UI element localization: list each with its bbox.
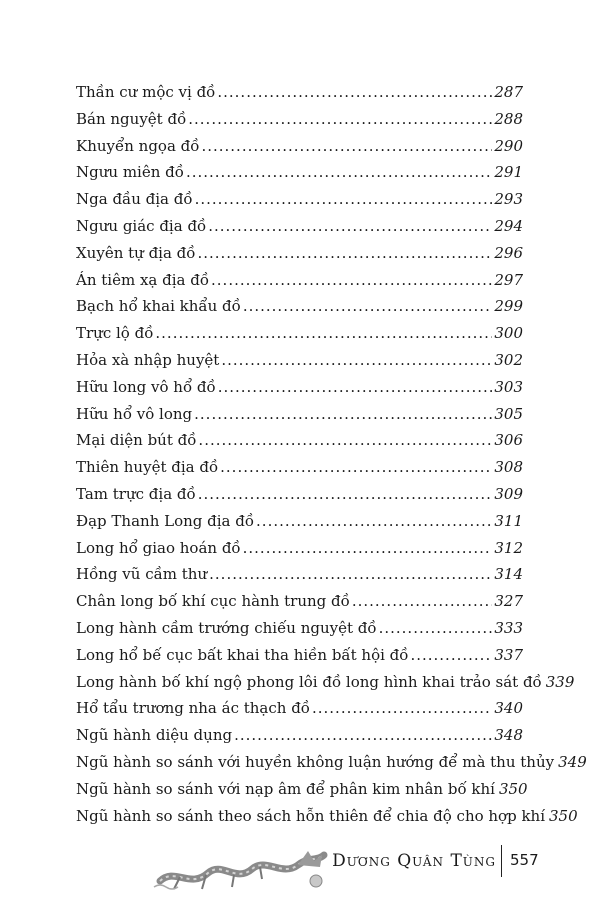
page-number: 557 — [510, 851, 539, 869]
toc-entry-title: Ngũ hành so sánh với huyền không luận hướng để mà thu thủy — [76, 752, 555, 771]
toc-entry-title: Ngũ hành diệu dụng — [76, 726, 233, 745]
toc-entry-title: Thần cư mộc vị đồ — [76, 83, 216, 101]
toc-entry — [76, 749, 587, 776]
toc-leader-dots — [312, 695, 492, 722]
toc-leader-dots — [211, 267, 492, 294]
toc-entry-page: 311 — [494, 511, 523, 530]
toc-entry-page: 290 — [494, 136, 523, 155]
toc-entry-page: 308 — [494, 458, 523, 477]
toc-entry-title: Bán nguyệt đồ — [76, 109, 187, 128]
toc-entry-title: Chân long bố khí cục hành trung đồ — [76, 592, 350, 611]
toc-entry-page: 306 — [494, 431, 523, 450]
dragon-illustration-icon — [150, 837, 330, 895]
toc-entry-title: Long hành cầm trướng chiếu nguyệt đồ — [76, 618, 377, 637]
toc-entry-page: 293 — [494, 190, 523, 209]
toc-entry — [76, 669, 575, 696]
toc-entry-page: 348 — [494, 726, 523, 745]
toc-entry — [76, 427, 523, 454]
toc-leader-dots — [218, 374, 493, 401]
toc-leader-dots — [186, 159, 492, 186]
toc-leader-dots — [221, 347, 492, 374]
toc-leader-dots — [194, 401, 492, 428]
toc-entry — [76, 695, 523, 722]
toc-entry-page: 299 — [494, 297, 523, 316]
toc-entry-title: Ngũ hành so sánh theo sách hỗn thiên để chia độ cho hợp khí — [76, 806, 546, 825]
toc-entry — [76, 508, 523, 535]
toc-entry-page: 287 — [494, 83, 523, 101]
author-name: Dương Quân Tùng — [332, 851, 496, 871]
toc-entry-page: 340 — [494, 699, 523, 718]
toc-entry-page: 337 — [494, 645, 523, 664]
toc-entry — [76, 186, 523, 213]
toc-leader-dots — [197, 240, 492, 267]
toc-entry-page: 296 — [494, 243, 523, 262]
toc-entry-page: 291 — [494, 163, 523, 182]
toc-leader-dots — [198, 481, 493, 508]
toc-entry-page: 339 — [545, 672, 575, 691]
toc-leader-dots — [243, 293, 493, 320]
toc-entry-title: Hồng vũ cầm thư — [76, 565, 208, 584]
toc-entry — [76, 561, 523, 588]
toc-entry — [76, 803, 578, 830]
toc-entry-page: 302 — [494, 350, 523, 369]
toc-leader-dots — [243, 535, 493, 562]
toc-leader-dots — [379, 615, 493, 642]
toc-leader-dots — [209, 561, 492, 588]
toc-entry — [76, 267, 523, 294]
toc-entry-title: Trực lộ đồ — [76, 324, 154, 343]
toc-entry — [76, 535, 523, 562]
toc-entry — [76, 588, 523, 615]
toc-entry-title: Khuyển ngọa đồ — [76, 136, 200, 155]
toc-entry-page: 288 — [494, 109, 523, 128]
toc-entry — [76, 722, 523, 749]
toc-entry — [76, 159, 523, 186]
toc-leader-dots — [352, 588, 493, 615]
toc-entry — [76, 481, 523, 508]
toc-entry-title: Nga đầu địa đồ — [76, 190, 193, 209]
toc-entry-page: 312 — [494, 538, 523, 557]
toc-leader-dots — [198, 427, 492, 454]
toc-entry — [76, 240, 523, 267]
toc-entry-page: 333 — [494, 618, 523, 637]
toc-leader-dots — [208, 213, 492, 240]
toc-entry — [76, 213, 523, 240]
toc-entry — [76, 347, 523, 374]
toc-entry — [76, 106, 523, 133]
toc-leader-dots — [410, 642, 492, 669]
toc-leader-dots — [201, 133, 492, 160]
toc-entry-page: 294 — [494, 216, 523, 235]
toc-entry-title: Ngũ hành so sánh với nạp âm để phân kim nhân bố khí — [76, 779, 495, 798]
toc-entry-title: Bạch hổ khai khẩu đồ — [76, 297, 241, 316]
toc-leader-dots — [155, 320, 492, 347]
toc-entry-title: Mại diện bút đồ — [76, 431, 197, 450]
toc-entry-page: 350 — [498, 779, 528, 798]
toc-entry — [76, 454, 523, 481]
table-of-contents — [76, 79, 587, 829]
toc-entry-title: Hữu long vô hổ đồ — [76, 377, 216, 396]
toc-entry-page: 305 — [494, 404, 523, 423]
toc-entry-title: Đạp Thanh Long địa đồ — [76, 511, 255, 530]
toc-entry-page: 309 — [494, 484, 523, 503]
toc-leader-dots — [195, 186, 493, 213]
toc-leader-dots — [217, 79, 492, 106]
toc-entry-page: 350 — [549, 806, 578, 825]
toc-entry-page: 314 — [494, 565, 523, 584]
toc-entry-title: Long hành bố khí ngộ phong lôi đồ long hình khai trảo sát đồ — [76, 672, 542, 691]
toc-entry-title: Long hổ giao hoán đồ — [76, 538, 241, 557]
toc-entry — [76, 79, 523, 106]
toc-entry-title: Xuyên tự địa đồ — [76, 243, 196, 262]
toc-entry — [76, 776, 528, 803]
toc-entry-page: 297 — [494, 270, 523, 289]
toc-entry-page: 300 — [494, 324, 523, 343]
toc-leader-dots — [234, 722, 492, 749]
toc-entry-title: Long hổ bế cục bất khai tha hiền bất hội đồ — [76, 645, 409, 664]
toc-entry-title: Án tiêm xạ địa đồ — [76, 270, 210, 289]
toc-leader-dots — [220, 454, 492, 481]
toc-entry-title: Tam trực địa đồ — [76, 484, 196, 503]
toc-entry-page: 349 — [558, 752, 587, 771]
toc-entry — [76, 642, 523, 669]
toc-entry — [76, 615, 523, 642]
toc-entry — [76, 320, 523, 347]
page-footer — [0, 835, 612, 895]
toc-entry — [76, 133, 523, 160]
toc-entry-page: 303 — [494, 377, 523, 396]
toc-entry-title: Ngưu miên đồ — [76, 163, 184, 182]
toc-entry-page: 327 — [494, 592, 523, 611]
toc-entry-title: Thiên huyệt địa đồ — [76, 458, 219, 477]
toc-entry-title: Hữu hổ vô long — [76, 404, 193, 423]
toc-entry-title: Ngưu giác địa đồ — [76, 216, 207, 235]
toc-leader-dots — [256, 508, 492, 535]
footer-divider — [501, 845, 502, 877]
toc-entry-title: Hổ tẩu trương nha ác thạch đồ — [76, 699, 310, 718]
toc-leader-dots — [188, 106, 492, 133]
toc-entry — [76, 374, 523, 401]
toc-entry — [76, 401, 523, 428]
toc-entry-title: Hỏa xà nhập huyệt — [76, 350, 220, 369]
toc-entry — [76, 293, 523, 320]
